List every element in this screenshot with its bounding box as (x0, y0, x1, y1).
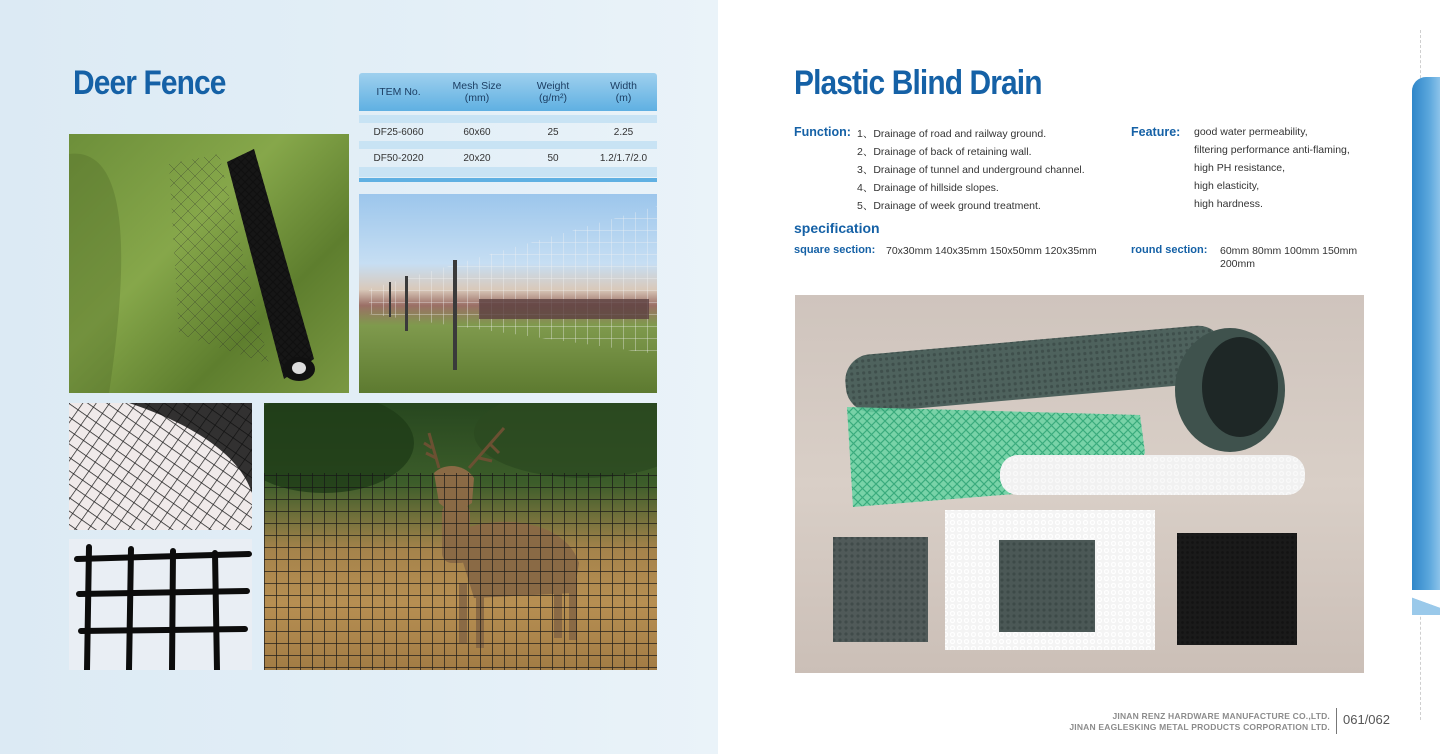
footer-company-2: JINAN EAGLESKING METAL PRODUCTS CORPORATION LTD. (1069, 722, 1330, 732)
function-label: Function: (794, 125, 851, 139)
side-tab-fold (1412, 590, 1440, 615)
round-section-values: 60mm 80mm 100mm 150mm (1220, 245, 1358, 257)
feature-item: high hardness. (1194, 198, 1263, 210)
function-item: 1、Drainage of road and railway ground. (857, 128, 1047, 140)
table-band (359, 115, 657, 123)
side-section-tab (1412, 77, 1440, 615)
table-cell: DF25-6060 (373, 126, 424, 138)
table-cell: DF50-2020 (373, 152, 424, 164)
square-section-label: square section: (794, 244, 876, 256)
table-cell: 25 (547, 126, 559, 138)
deer-fence-spec-table (359, 73, 657, 184)
round-section-values-cont: 200mm (1220, 258, 1256, 270)
page-number: 061/062 (1343, 712, 1390, 727)
deer-fence-title: Deer Fence (73, 64, 226, 102)
footer-company-1: JINAN RENZ HARDWARE MANUFACTURE CO.,LTD. (1112, 711, 1330, 721)
footer-divider (1336, 708, 1337, 734)
table-header-row (359, 73, 657, 111)
round-section-label: round section: (1131, 244, 1208, 256)
plastic-blind-drain-title: Plastic Blind Drain (794, 64, 1042, 102)
header-item-no: ITEM No. (376, 85, 421, 98)
table-band (359, 141, 657, 149)
function-item: 5、Drainage of week ground treatment. (857, 200, 1041, 212)
specification-heading: specification (794, 220, 880, 236)
table-cell: 1.2/1.7/2.0 (599, 152, 648, 164)
orchard-fence-photo (359, 194, 657, 393)
rolled-fence-photo (69, 134, 349, 393)
feature-item: filtering performance anti-flaming, (1194, 144, 1350, 156)
table-row (359, 125, 657, 139)
blind-drain-products-photo (795, 295, 1364, 673)
black-mesh-closeup-photo (69, 403, 252, 530)
grid-mesh-photo (69, 539, 252, 670)
deer-behind-fence-photo (264, 403, 657, 670)
square-section-values: 70x30mm 140x35mm 150x50mm 120x35mm (886, 245, 1097, 257)
table-cell: 20x20 (463, 152, 491, 164)
feature-item: good water permeability, (1194, 126, 1308, 138)
header-weight: Weight (g/m²) (536, 79, 570, 104)
function-item: 2、Drainage of back of retaining wall. (857, 146, 1032, 158)
table-cell: 60x60 (463, 126, 491, 138)
table-cell: 50 (547, 152, 559, 164)
function-item: 3、Drainage of tunnel and underground channel. (857, 164, 1085, 176)
header-width: Width (m) (610, 79, 637, 104)
table-bottom-rule (359, 178, 657, 182)
table-band (359, 167, 657, 177)
header-mesh-size: Mesh Size (mm) (452, 79, 502, 104)
table-row (359, 151, 657, 165)
feature-label: Feature: (1131, 125, 1181, 139)
function-item: 4、Drainage of hillside slopes. (857, 182, 999, 194)
feature-item: high PH resistance, (1194, 162, 1286, 174)
table-cell: 2.25 (613, 126, 634, 138)
feature-item: high elasticity, (1194, 180, 1260, 192)
